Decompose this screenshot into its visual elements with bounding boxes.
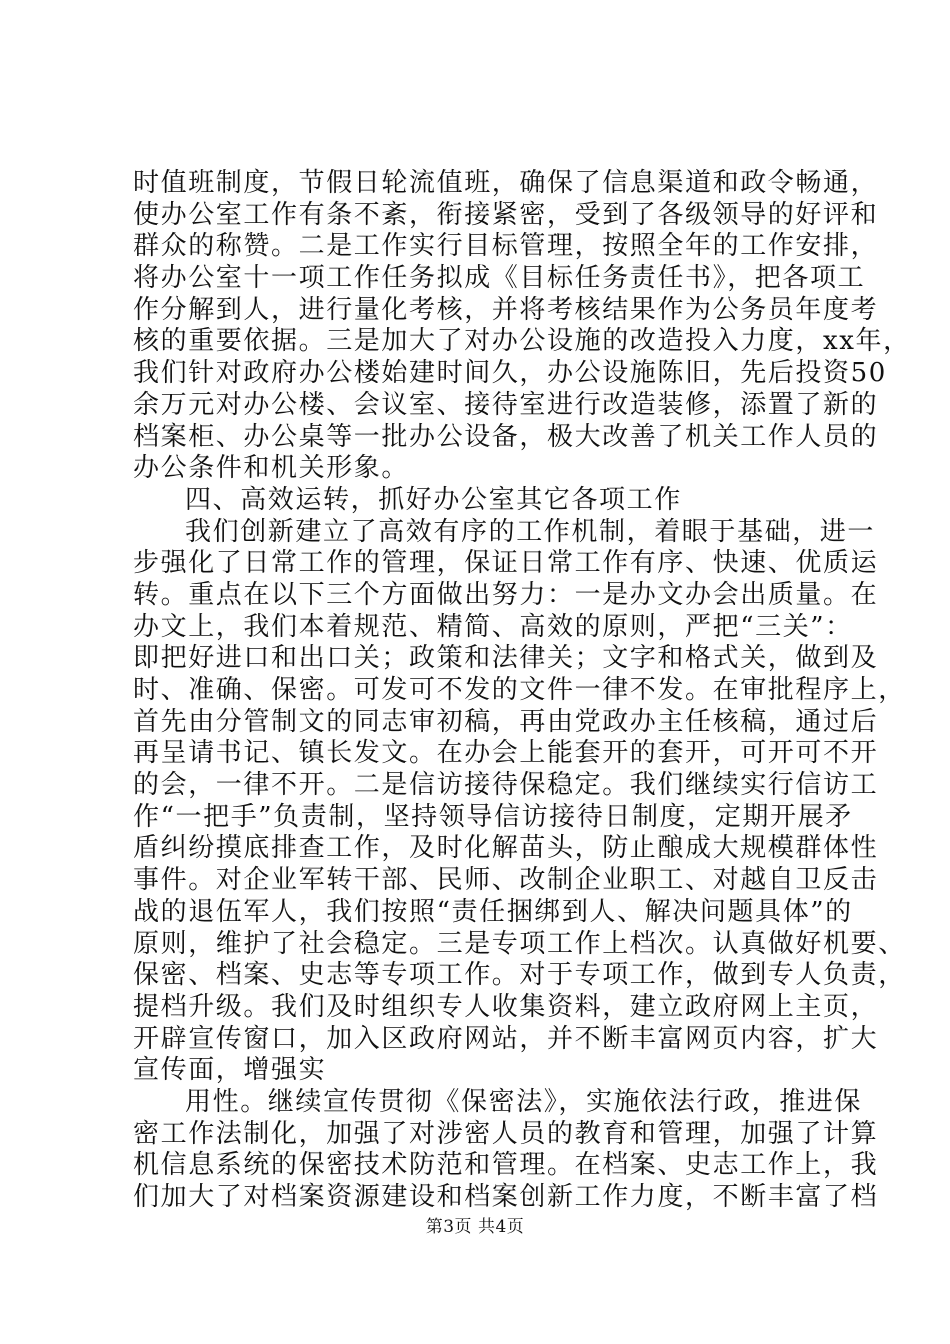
text-line: 用性。继续宣传贯彻《保密法》，实施依法行政，推进保	[185, 1086, 863, 1117]
text-line: 步强化了日常工作的管理，保证日常工作有序、快速、优质运	[133, 548, 879, 579]
text-line: 作“一把手”负责制，坚持领导信访接待日制度，定期开展矛	[133, 801, 853, 832]
text-line: 档案柜、办公桌等一批办公设备，极大改善了机关工作人员的	[133, 421, 879, 452]
text-line: 机信息系统的保密技术防范和管理。在档案、史志工作上，我	[133, 1150, 879, 1181]
text-line: 将办公室十一项工作任务拟成《目标任务责任书》，把各项工	[133, 263, 866, 294]
text-line: 余万元对办公楼、会议室、接待室进行改造装修，添置了新的	[133, 389, 879, 420]
text-line: 使办公室工作有条不紊，衔接紧密，受到了各级领导的好评和	[133, 199, 879, 230]
text-line: 战的退伍军人，我们按照“责任捆绑到人、解决问题具体”的	[133, 896, 853, 927]
text-line: 保密、档案、史志等专项工作。对于专项工作，做到专人负责，	[133, 960, 906, 991]
text-line: 提档升级。我们及时组织专人收集资料，建立政府网上主页，	[133, 991, 879, 1022]
text-line: 开辟宣传窗口，加入区政府网站，并不断丰富网页内容，扩大	[133, 1023, 879, 1054]
text-line: 我们创新建立了高效有序的工作机制，着眼于基础，进一	[185, 516, 876, 547]
text-line: 宣传面，增强实	[133, 1055, 327, 1086]
text-line: 的会，一律不开。二是信访接待保稳定。我们继续实行信访工	[133, 770, 879, 801]
text-line: 事件。对企业军转干部、民师、改制企业职工、对越自卫反击	[133, 865, 879, 896]
text-line: 转。重点在以下三个方面做出努力：一是办文办会出质量。在	[133, 579, 879, 610]
text-line: 作分解到人，进行量化考核，并将考核结果作为公务员年度考	[133, 294, 879, 325]
text-line: 时、准确、保密。可发可不发的文件一律不发。在审批程序上，	[133, 675, 906, 705]
text-line: 时值班制度，节假日轮流值班，确保了信息渠道和政令畅通，	[133, 168, 879, 198]
text-line: 原则，维护了社会稳定。三是专项工作上档次。认真做好机要、	[133, 928, 906, 959]
text-line: 首先由分管制文的同志审初稿，再由党政办主任核稿，通过后	[133, 706, 879, 737]
page-footer: 第3页 共4页	[425, 1217, 525, 1237]
text-line: 即把好进口和出口关；政策和法律关；文字和格式关，做到及	[133, 643, 879, 674]
text-line: 再呈请书记、镇长发文。在办会上能套开的套开，可开可不开	[133, 738, 879, 769]
text-line: 密工作法制化，加强了对涉密人员的教育和管理，加强了计算	[133, 1118, 879, 1149]
text-line: 我们针对政府办公楼始建时间久，办公设施陈旧，先后投资50	[133, 358, 887, 389]
text-line: 们加大了对档案资源建设和档案创新工作力度，不断丰富了档	[133, 1182, 879, 1212]
text-line: 四、高效运转，抓好办公室其它各项工作	[185, 484, 682, 515]
text-line: 核的重要依据。三是加大了对办公设施的改造投入力度，xx年，	[133, 326, 911, 357]
document-body	[133, 168, 911, 1214]
text-line: 办文上，我们本着规范、精简、高效的原则，严把“三关”：	[133, 611, 853, 642]
text-line: 群众的称赞。二是工作实行目标管理，按照全年的工作安排，	[133, 231, 879, 262]
text-line: 盾纠纷摸底排查工作，及时化解苗头，防止酿成大规模群体性	[133, 833, 879, 864]
text-line: 办公条件和机关形象。	[133, 453, 410, 484]
